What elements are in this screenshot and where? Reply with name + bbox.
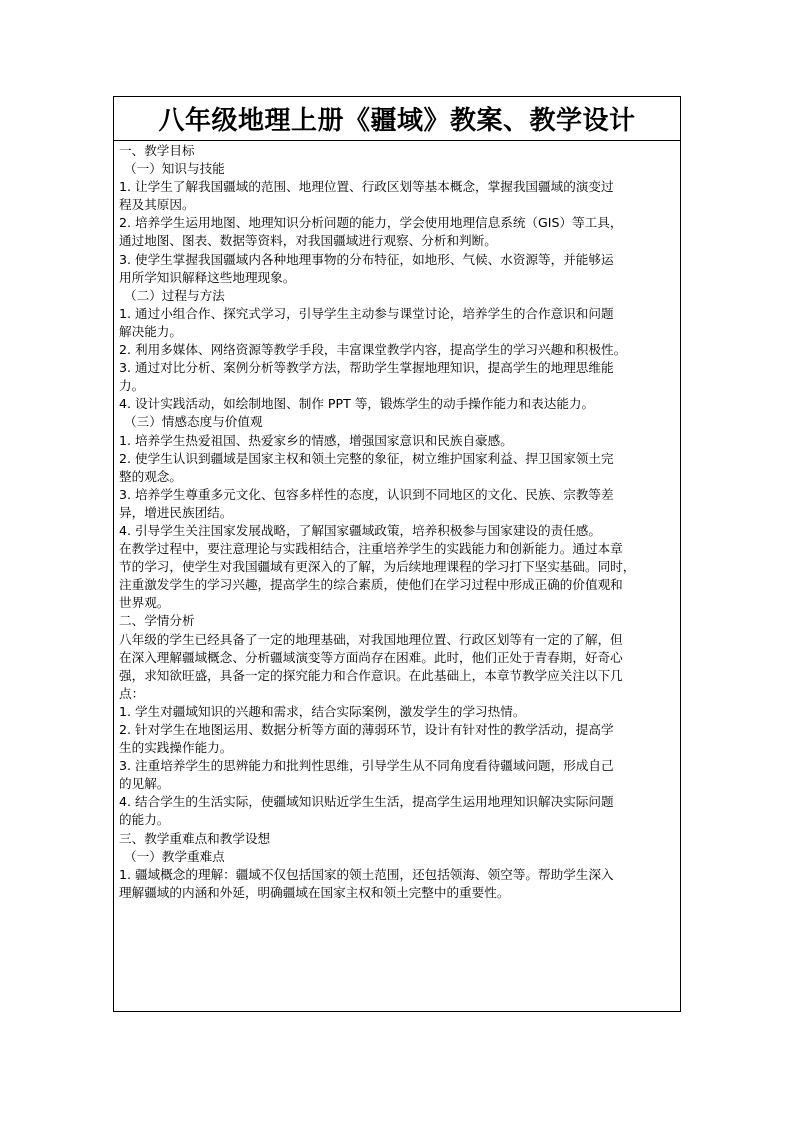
content-cell xyxy=(114,141,680,902)
text-line: （三）情感态度与价值观 xyxy=(124,414,263,430)
text-line: 2. 使学生认识到疆域是国家主权和领土完整的象征，树立维护国家利益、捍卫国家领土完 xyxy=(119,450,614,466)
text-line: 的能力。 xyxy=(119,812,170,828)
text-line: 3. 注重培养学生的思辨能力和批判性思维，引导学生从不同角度看待疆域问题，形成自己 xyxy=(119,758,614,774)
text-line: 3. 使学生掌握我国疆域内各种地理事物的分布特征，如地形、气候、水资源等，并能够运 xyxy=(119,251,614,267)
text-line: 2. 培养学生运用地图、地理知识分析问题的能力，学会使用地理信息系统（GIS）等工具， xyxy=(119,215,623,231)
text-line: 1. 疆域概念的理解：疆域不仅包括国家的领土范围，还包括领海、领空等。帮助学生深入 xyxy=(119,866,614,882)
text-line: 1. 通过小组合作、探究式学习，引导学生主动参与课堂讨论，培养学生的合作意识和问题 xyxy=(119,305,614,321)
text-line: 2. 针对学生在地图运用、数据分析等方面的薄弱环节，设计有针对性的教学活动，提高学 xyxy=(119,722,614,737)
text-line: 生的实践操作能力。 xyxy=(119,740,233,756)
text-line: 1. 让学生了解我国疆域的范围、地理位置、行政区划等基本概念，掌握我国疆域的演变过 xyxy=(119,179,614,195)
text-line: 强，求知欲旺盛，具备一定的探究能力和合作意识。在此基础上，本章节教学应关注以下几 xyxy=(119,667,623,683)
text-line: 二、学情分析 xyxy=(119,613,195,629)
text-line: （一）知识与技能 xyxy=(124,161,225,177)
lesson-plan-table xyxy=(113,96,681,1012)
text-line: （一）教学重难点 xyxy=(124,848,225,864)
text-line: 节的学习，使学生对我国疆域有更深入的了解，为后续地理课程的学习打下坚实基础。同时， xyxy=(119,559,636,575)
text-line: 通过地图、图表、数据等资料，对我国疆域进行观察、分析和判断。 xyxy=(119,233,497,249)
text-line: 异，增进民族团结。 xyxy=(119,504,233,520)
text-line: 力。 xyxy=(119,378,145,394)
text-line: 理解疆域的内涵和外延，明确疆域在国家主权和领土完整中的重要性。 xyxy=(119,884,510,900)
text-line: 4. 结合学生的生活实际，使疆域知识贴近学生生活，提高学生运用地理知识解决实际问题 xyxy=(119,794,614,810)
text-line: 一、教学目标 xyxy=(119,143,195,158)
text-line: 八年级的学生已经具备了一定的地理基础，对我国地理位置、行政区划等有一定的了解，但 xyxy=(119,631,623,647)
document-title: 八年级地理上册《疆域》教案、教学设计 xyxy=(158,106,636,136)
text-line: 世界观。 xyxy=(119,595,170,611)
text-line: 4. 设计实践活动，如绘制地图、制作 PPT 等，锻炼学生的动手操作能力和表达能力。 xyxy=(119,396,595,412)
text-line: 三、教学重难点和教学设想 xyxy=(119,830,271,846)
text-line: 1. 学生对疆域知识的兴趣和需求，结合实际案例，激发学生的学习热情。 xyxy=(119,703,526,719)
title-cell xyxy=(114,97,680,141)
text-line: 的见解。 xyxy=(119,776,170,792)
text-line: 程及其原因。 xyxy=(119,197,195,213)
text-line: 在教学过程中，要注意理论与实践相结合，注重培养学生的实践能力和创新能力。通过本章 xyxy=(119,541,623,557)
text-line: 解决能力。 xyxy=(119,323,182,339)
text-line: 3. 培养学生尊重多元文化、包容多样性的态度，认识到不同地区的文化、民族、宗教等差 xyxy=(119,486,614,502)
text-line: 2. 利用多媒体、网络资源等教学手段，丰富课堂教学内容，提高学生的学习兴趣和积极性。 xyxy=(119,342,627,358)
text-line: 4. 引导学生关注国家发展战略，了解国家疆域政策，培养积极参与国家建设的责任感。 xyxy=(119,522,601,538)
text-line: （二）过程与方法 xyxy=(124,287,225,303)
text-line: 在深入理解疆域概念、分析疆域演变等方面尚存在困难。此时，他们正处于青春期，好奇心 xyxy=(119,649,623,665)
text-line: 用所学知识解释这些地理现象。 xyxy=(119,269,296,285)
text-line: 点： xyxy=(119,685,145,701)
text-line: 1. 培养学生热爱祖国、热爱家乡的情感，增强国家意识和民族自豪感。 xyxy=(119,432,513,448)
text-line: 3. 通过对比分析、案例分析等教学方法，帮助学生掌握地理知识，提高学生的地理思维能 xyxy=(119,360,614,376)
text-line: 整的观念。 xyxy=(119,468,182,484)
text-line: 注重激发学生的学习兴趣，提高学生的综合素质，使他们在学习过程中形成正确的价值观和 xyxy=(119,577,623,593)
